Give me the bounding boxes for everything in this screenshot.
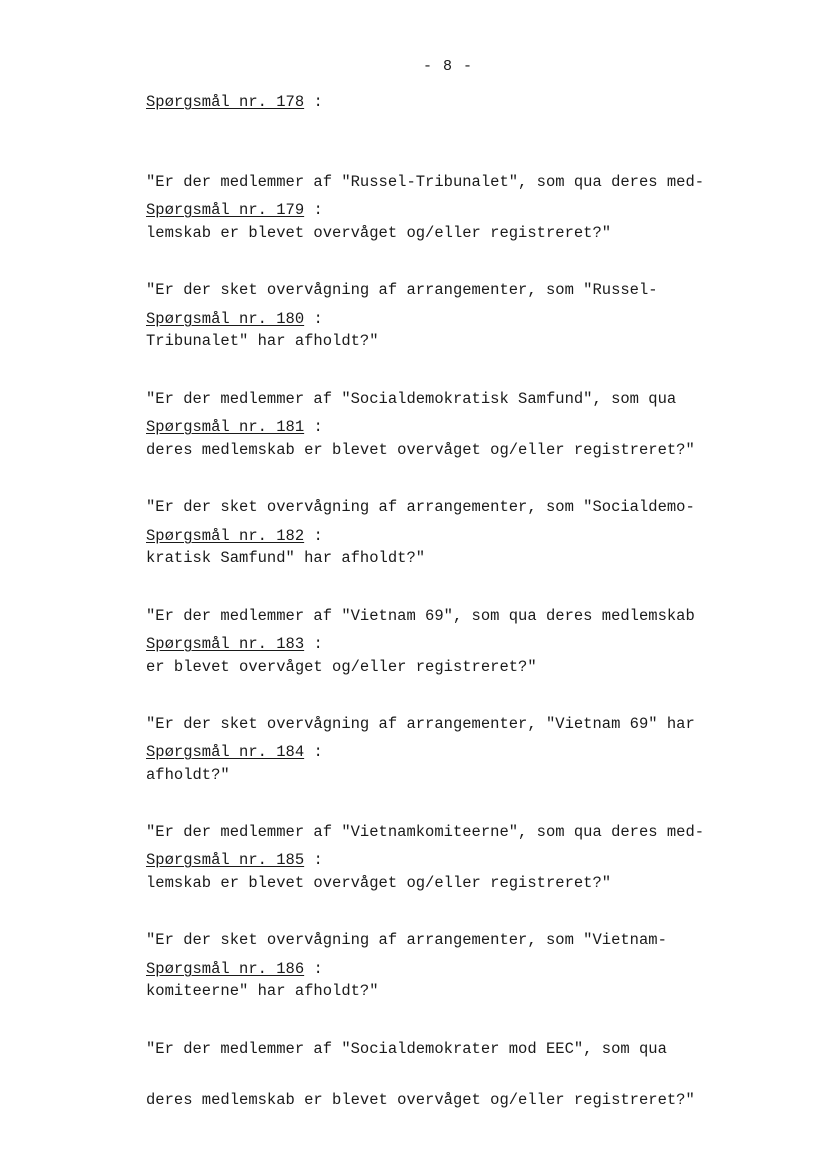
question-label: Spørgsmål nr. 186 — [146, 960, 305, 978]
question-text-line: "Er der medlemmer af "Socialdemokratisk Samfund", som qua — [146, 390, 677, 408]
question-suffix: : — [304, 851, 323, 869]
question-label: Spørgsmål nr. 178 — [146, 93, 305, 111]
question-text-line: er blevet overvåget og/eller registreret?" — [146, 658, 537, 676]
question-label: Spørgsmål nr. 179 — [146, 201, 305, 219]
question-text-line: kratisk Samfund" har afholdt?" — [146, 549, 426, 567]
question-suffix: : — [304, 93, 323, 111]
question-text-line: komiteerne" har afholdt?" — [146, 982, 379, 1000]
question-heading — [146, 528, 786, 545]
question-heading — [146, 419, 786, 436]
question-text-line: lemskab er blevet overvåget og/eller registreret?" — [146, 874, 612, 892]
question-text-line: deres medlemskab er blevet overvåget og/eller registreret?" — [146, 1091, 695, 1109]
question-suffix: : — [304, 635, 323, 653]
question-suffix: : — [304, 418, 323, 436]
question-text-line: lemskab er blevet overvåget og/eller registreret?" — [146, 224, 612, 242]
question-heading — [146, 744, 786, 761]
question-label: Spørgsmål nr. 183 — [146, 635, 305, 653]
question-heading — [146, 202, 786, 219]
question-text-line: "Er der medlemmer af "Vietnam 69", som qua deres medlemskab — [146, 607, 695, 625]
page-number: - 8 - — [422, 58, 473, 75]
question-text-line: "Er der medlemmer af "Russel-Tribunalet", som qua deres med- — [146, 173, 705, 191]
question-label: Spørgsmål nr. 180 — [146, 310, 305, 328]
question-suffix: : — [304, 743, 323, 761]
question-suffix: : — [304, 201, 323, 219]
question-label: Spørgsmål nr. 182 — [146, 527, 305, 545]
question-text-line: "Er der sket overvågning af arrangementer, som "Vietnam- — [146, 931, 667, 949]
question-text-line: "Er der medlemmer af "Socialdemokrater mod EEC", som qua — [146, 1040, 667, 1058]
question-heading — [146, 311, 786, 328]
question-heading — [146, 636, 786, 653]
question-heading — [146, 961, 786, 978]
question-suffix: : — [304, 960, 323, 978]
question-text-line: "Er der medlemmer af "Vietnamkomiteerne", som qua deres med- — [146, 823, 705, 841]
question-heading — [146, 852, 786, 869]
question-text-line: "Er der sket overvågning af arrangementer, som "Russel- — [146, 281, 658, 299]
question-suffix: : — [304, 310, 323, 328]
question-label: Spørgsmål nr. 185 — [146, 851, 305, 869]
question-label: Spørgsmål nr. 181 — [146, 418, 305, 436]
question-text-line: Tribunalet" har afholdt?" — [146, 332, 379, 350]
question-text-line: deres medlemskab er blevet overvåget og/eller registreret?" — [146, 441, 695, 459]
question-suffix: : — [304, 527, 323, 545]
question-text-line: "Er der sket overvågning af arrangementer, som "Socialdemo- — [146, 498, 695, 516]
question-label: Spørgsmål nr. 184 — [146, 743, 305, 761]
question-text-line: "Er der sket overvågning af arrangementer, "Vietnam 69" har — [146, 715, 695, 733]
question-text-line: afholdt?" — [146, 766, 230, 784]
question-186 — [146, 961, 786, 1143]
question-heading — [146, 94, 786, 111]
question-text — [146, 1007, 786, 1143]
